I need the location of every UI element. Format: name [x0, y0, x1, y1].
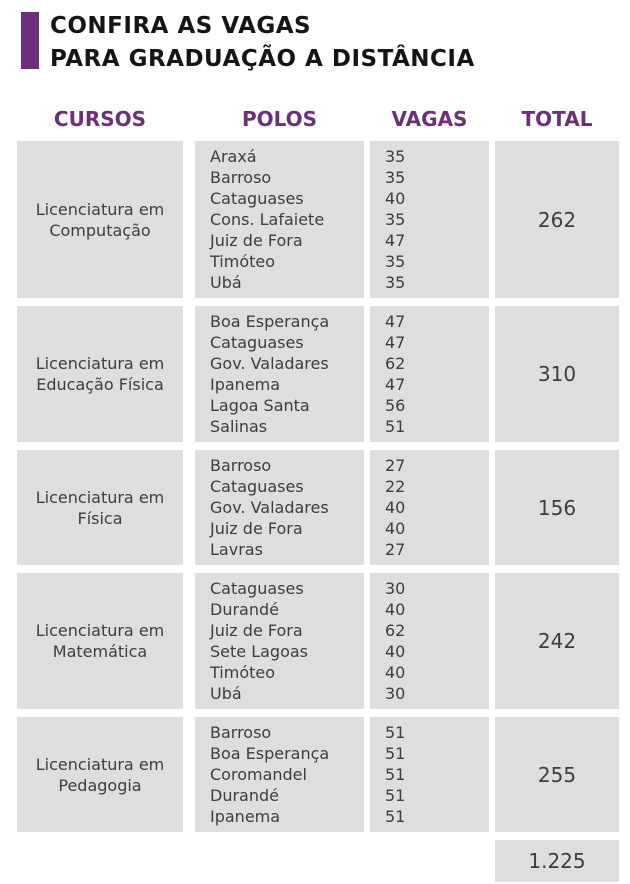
accent-bar [21, 12, 39, 69]
polo-name: Boa Esperança [210, 744, 330, 763]
table-row [17, 450, 630, 565]
course-cell: Licenciatura em Matemática [17, 573, 183, 709]
vagas-value: 51 [385, 417, 406, 436]
vagas-value: 35 [385, 147, 406, 166]
polo-name: Juiz de Fora [210, 621, 303, 640]
polo-name: Durandé [210, 786, 279, 805]
vagas-value: 35 [385, 252, 406, 271]
vagas-value: 51 [385, 807, 406, 826]
polo-name: Ubá [210, 684, 242, 703]
polo-name: Timóteo [210, 663, 276, 682]
polo-name: Salinas [210, 417, 268, 436]
vagas-cell [370, 141, 489, 298]
polo-name: Gov. Valadares [210, 354, 329, 373]
vagas-value: 56 [385, 396, 406, 415]
total-cell: 255 [495, 717, 619, 832]
vagas-value: 62 [385, 354, 406, 373]
polo-name: Ipanema [210, 807, 281, 826]
vagas-value: 40 [385, 600, 406, 619]
table-header-row [17, 106, 630, 132]
polo-name: Sete Lagoas [210, 642, 309, 661]
polo-name: Lavras [210, 540, 263, 559]
vagas-value: 30 [385, 579, 406, 598]
vagas-value: 27 [385, 540, 406, 559]
vagas-value: 47 [385, 312, 406, 331]
table-row [17, 141, 630, 298]
course-cell: Licenciatura em Física [17, 450, 183, 565]
polo-name: Ipanema [210, 375, 281, 394]
vagas-value: 47 [385, 375, 406, 394]
column-header-polos: POLOS [241, 107, 318, 131]
polo-name: Barroso [210, 168, 272, 187]
polo-name: Juiz de Fora [210, 519, 303, 538]
vagas-value: 27 [385, 456, 406, 475]
polo-name: Gov. Valadares [210, 498, 329, 517]
polo-name: Cataguases [210, 579, 304, 598]
table-row [17, 717, 630, 832]
vagas-value: 62 [385, 621, 406, 640]
total-cell: 310 [495, 306, 619, 442]
total-cell: 262 [495, 141, 619, 298]
polo-name: Cataguases [210, 333, 304, 352]
title-block [21, 0, 630, 76]
vagas-value: 30 [385, 684, 406, 703]
vagas-value: 51 [385, 765, 406, 784]
polo-name: Araxá [210, 147, 257, 166]
vagas-table [17, 106, 630, 882]
vagas-value: 40 [385, 498, 406, 517]
polo-name: Lagoa Santa [210, 396, 310, 415]
polo-name: Ubá [210, 273, 242, 292]
vagas-cell [370, 450, 489, 565]
grand-total-row [17, 840, 630, 882]
column-header-total: TOTAL [521, 107, 593, 131]
total-cell: 156 [495, 450, 619, 565]
vagas-value: 47 [385, 333, 406, 352]
course-cell: Licenciatura em Pedagogia [17, 717, 183, 832]
vagas-value: 51 [385, 744, 406, 763]
vagas-cell [370, 306, 489, 442]
vagas-value: 35 [385, 273, 406, 292]
polos-cell [195, 450, 364, 565]
vagas-value: 40 [385, 189, 406, 208]
page-title-line1: CONFIRA AS VAGAS [50, 13, 312, 39]
table-rows [17, 141, 630, 832]
vagas-value: 35 [385, 168, 406, 187]
polo-name: Cataguases [210, 189, 304, 208]
vagas-value: 40 [385, 642, 406, 661]
vagas-value: 40 [385, 663, 406, 682]
page-title-line2: PARA GRADUAÇÃO A DISTÂNCIA [50, 46, 475, 72]
polo-name: Coromandel [210, 765, 307, 784]
grand-total-value: 1.225 [495, 840, 619, 882]
polo-name: Cataguases [210, 477, 304, 496]
vagas-cell [370, 573, 489, 709]
vagas-cell [370, 717, 489, 832]
vagas-value: 40 [385, 519, 406, 538]
vagas-value: 35 [385, 210, 406, 229]
polo-name: Juiz de Fora [210, 231, 303, 250]
polos-cell [195, 717, 364, 832]
polo-name: Barroso [210, 456, 272, 475]
polos-cell [195, 306, 364, 442]
vagas-value: 51 [385, 786, 406, 805]
polo-name: Timóteo [210, 252, 276, 271]
polos-cell [195, 141, 364, 298]
polos-cell [195, 573, 364, 709]
vagas-value: 47 [385, 231, 406, 250]
polo-name: Cons. Lafaiete [210, 210, 325, 229]
table-row [17, 573, 630, 709]
polo-name: Durandé [210, 600, 279, 619]
course-cell: Licenciatura em Educação Física [17, 306, 183, 442]
polo-name: Boa Esperança [210, 312, 330, 331]
table-row [17, 306, 630, 442]
page-title [50, 10, 630, 76]
column-header-vagas: VAGAS [391, 107, 468, 131]
course-cell: Licenciatura em Computação [17, 141, 183, 298]
column-header-cursos: CURSOS [53, 107, 147, 131]
vagas-value: 22 [385, 477, 406, 496]
total-cell: 242 [495, 573, 619, 709]
polo-name: Barroso [210, 723, 272, 742]
vagas-value: 51 [385, 723, 406, 742]
